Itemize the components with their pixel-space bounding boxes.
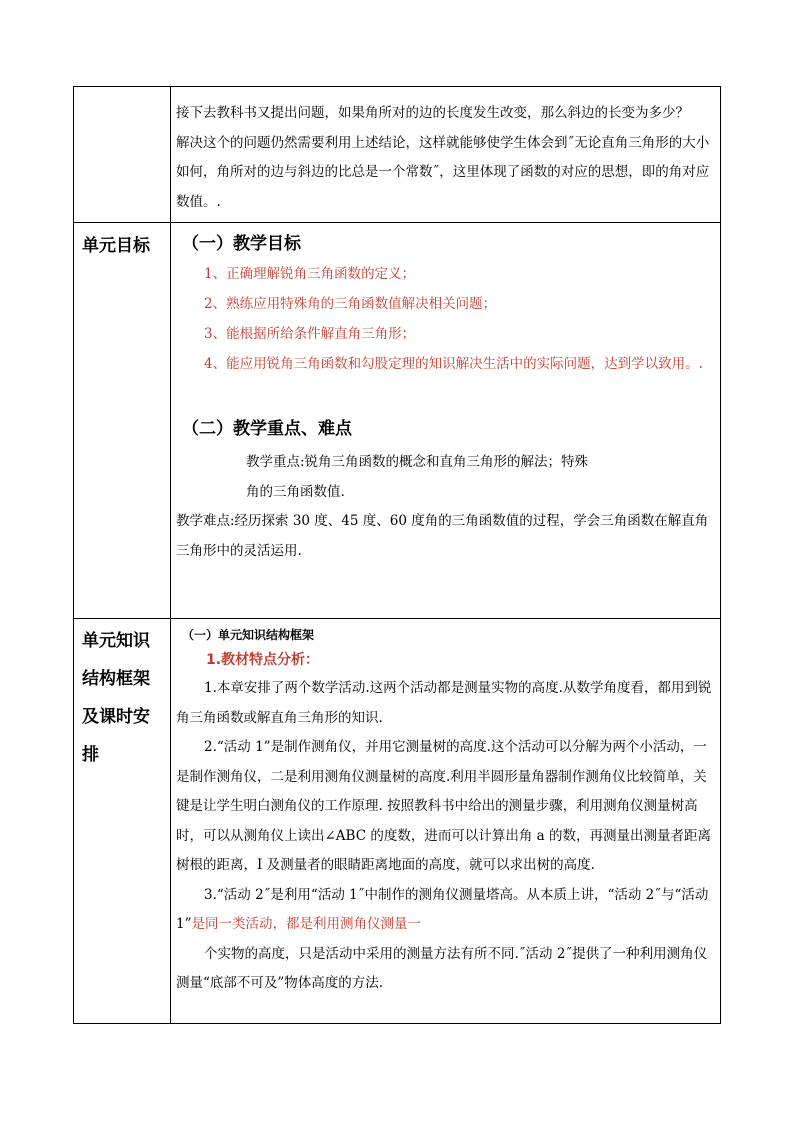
key-point-line-1: 教学重点:锐角三角函数的概念和直角三角形的解法；特殊 bbox=[246, 454, 589, 470]
goal-3: 3、能根据所给条件解直角三角形； bbox=[204, 326, 416, 342]
row3-content bbox=[176, 624, 716, 999]
row3-paragraph-4: 个实物的高度，只是活动中采用的测量方法有所不同.˝活动 2˝提供了一种利用测角仪测量“底部不可及”物体高度的方法. bbox=[176, 945, 708, 991]
teaching-goals-heading: （一）教学目标 bbox=[182, 234, 301, 254]
goal-1: 1、正确理解锐角三角函数的定义； bbox=[204, 266, 416, 282]
row1-paragraph-2: 解决这个的问题仍然需要利用上述结论，这样就能够使学生体会到˝无论直角三角形的大小如何，角所对的边与斜边的比总是一个常数˝，这里体现了函数的对应的思想，即的角对应数值。. bbox=[176, 134, 710, 210]
key-point-line-2: 角的三角函数值. bbox=[246, 483, 345, 500]
row3-label: 单元知识结构框架及课时安排 bbox=[82, 631, 150, 765]
row-divider bbox=[74, 222, 720, 223]
row3-paragraph-3: 3.“活动 2˝是利用“活动 1˝中制作的测角仪测量塔高。从本质上讲，“活动 2˝与“活动 1”是同一类活动，都是利用测角仪测量一 bbox=[176, 886, 709, 932]
column-divider bbox=[170, 87, 171, 1023]
row2-label: 单元目标 bbox=[82, 236, 150, 256]
row2-content bbox=[176, 229, 716, 566]
textbook-analysis-heading: 1.教材特点分析： bbox=[206, 652, 320, 668]
plan-table bbox=[73, 86, 721, 1024]
goal-4: 4、能应用锐角三角函数和勾股定理的知识解决生活中的实际问题，达到学以致用。. bbox=[204, 356, 703, 372]
row-divider bbox=[74, 618, 720, 619]
goal-2: 2、熟练应用特殊角的三角函数值解决相关问题； bbox=[204, 296, 497, 312]
difficulty-text: 教学难点:经历探索 30 度、45 度、60 度角的三角函数值的过程，学会三角函数在解直角三角形中的灵活运用. bbox=[176, 513, 709, 559]
key-difficult-heading: （二）教学重点、难点 bbox=[182, 419, 352, 439]
row3-paragraph-2: 2.“活动 1”是制作测角仪，并用它测量树的高度.这个活动可以分解为两个小活动，一是制作测角仪，二是利用测角仪测量树的高度.利用半圆形量角器制作测角仪比较简单，关键是让学生明白测角仪的工作原理. 按照教科书中给出的测量步骤，利用测角仪测量树高时，可以从测角仪上读出∠ABC 的度数，进而可以计算出角 a 的数，再测量出测量者距离树根的距离，I 及测量者的眼睛距离地面的高度，就可以求出树的高度. bbox=[176, 739, 711, 873]
row1-content bbox=[176, 99, 716, 217]
row1-paragraph-1: 接下去教科书又提出问题，如果角所对的边的长度发生改变，那么斜边的长变为多少？ bbox=[176, 105, 689, 121]
row3-paragraph-1: 1.本章安排了两个数学活动.这两个活动都是测量实物的高度.从数学角度看，都用到锐角三角函数或解直角三角形的知识. bbox=[176, 680, 712, 726]
structure-heading: （一）单元知识结构框架 bbox=[182, 628, 315, 642]
